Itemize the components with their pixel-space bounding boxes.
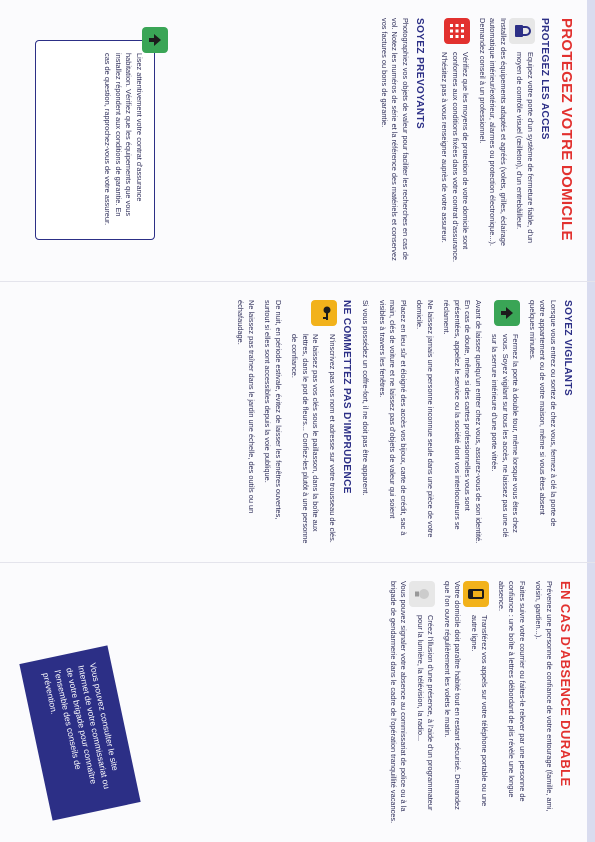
para-identity: Avant de laisser quelqu'un entrer chez vous, assurez-vous de son identité. En cas de doute, même si des cartes professionnelles vous sont présentées, appelez le service ou la société dont vos interlocuteurs se réclament. [442,300,483,544]
para-photograph: Photographiez vos objets de valeur pour faciliter les recherches en cas de vol. Notez les numéros de série et la référence des matériels et conservez vos factures ou bons de garantie. [379,18,410,261]
lightbulb-icon [409,581,435,607]
para-mail: Faites suivre votre courrier ou faites-le relever par une personne de confiance : une boîte à lettres débordant de plis révèle une longue absence. [496,581,527,802]
access-row [508,18,535,263]
para-double-lock: Fermez la porte à double tour, même lorsque vous êtes chez vous. Soyez vigilant sur tous les accès, ne laissez pas une clé sur la serrure intérieure d'une porte vitrée. [490,334,521,538]
callout-text: Lisez attentivement votre contrat d'assurance habitation. Vérifiez que les équipements que vous installez répondent aux conditions de garantie. En cas de question, rapprochez-vous de votre assureur. [103,53,144,226]
para-door-lock: Equipez votre porte d'un système de fermeture fiable, d'un moyen de contrôle visuel (œilleton), d'un entrebâilleur. [515,52,535,243]
insurance-callout [35,40,155,240]
para-equipment: Installez des équipements adaptés et agréés (volets, grilles, éclairage automatique intérieur/extérieur, alarmes ou protection électronique...). Demandez conseil à un professionnel. [477,18,508,247]
main-title: PROTEGEZ VOTRE DOMICILE [558,18,575,241]
panel-long-absence [0,562,595,842]
website-callout [19,645,140,820]
para-notify: Prévenez une personne de confiance de votre entourage (famille, ami, voisin, gardien...). [534,581,554,812]
section-be-prepared: SOYEZ PREVOYANTS [413,18,425,130]
section-be-vigilant: SOYEZ VIGILANTS [562,300,573,397]
para-safe: Si vous possédez un coffre-fort, il ne doit pas être apparent. [361,300,371,496]
panel-protect-home [0,0,595,281]
keys-row [283,300,337,544]
para-illusion: Créez l'illusion d'une présence, à l'aide d'un programmateur pour la lumière, la télévision, la radio... [415,615,436,811]
panel-vigilance [0,281,595,562]
light-row [408,581,435,824]
section-protect-access: PROTEGEZ LES ACCES [539,18,550,140]
key-icon [311,300,337,326]
para-keyring: N'inscrivez pas vos nom et adresse sur votre trousseau de clés. [327,334,337,543]
double-lock-row [483,300,521,544]
section-no-imprudence: NE COMMETTEZ PAS D'IMPRUDENCE [340,300,352,494]
para-stranger: Ne laissez jamais une personne inconnue seule dans une pièce de votre domicile. [415,300,435,538]
insurance-row [433,18,471,263]
phone-icon [463,581,489,607]
padlock-icon [509,18,535,44]
para-hide-keys: Ne laissez pas vos clés sous le paillasson, dans la boîte aux lettres, dans le pot de fleurs... Confiez-les plutôt à une personne de confiance. [290,334,321,544]
arrow-icon [494,300,520,326]
keypad-icon [444,18,470,44]
section-long-absence: EN CAS D'ABSENCE DURABLE [558,581,573,787]
para-lock-door: Lorsque vous entrez ou sortez de chez vous, fermez à clé la porte de votre appartement ou de votre maison, même si vous êtes absent quelques minutes. [527,300,558,527]
phone-row [462,581,489,824]
para-police: Vous pouvez signaler votre absence au commissariat de police ou à la brigade de gendarmerie dans le cadre de l'opération tranquillité vacances. [388,581,409,824]
para-ladder: Ne laissez pas traîner dans le jardin une échelle, des outils ou un échafaudage. [236,300,256,514]
website-callout-text: Vous pouvez consulter le site Internet de votre commissariat ou de votre brigade pour connaître l'ensemble des conseils de prévention. [40,661,121,790]
para-inhabited: Votre domicile doit paraître habité tout en restant sécurisé. Demandez que l'on ouvre régulièrement les volets le matin. [442,581,463,810]
para-valuables: Placez en lieu sûr et éloigné des accès vos bijoux, carte de crédit, sac à main, clés de voiture et ne laissez pas d'objets de valeur qui soient visibles à travers les fenêtres. [377,300,408,536]
para-insurance: Vérifiez que les moyens de protection de votre domicile sont conformes aux conditions fixées dans votre contrat d'assurance. N'hésitez pas à vous renseigner auprès de votre assureur. [440,52,471,263]
arrow-up-icon [142,27,168,53]
para-transfer: Transférez vos appels sur votre téléphone portable ou une autre ligne. [469,615,490,807]
para-windows: De nuit, en période estivale, évitez de laisser les fenêtres ouvertes, surtout si elles sont accessibles depuis la voie publique. [263,300,283,520]
